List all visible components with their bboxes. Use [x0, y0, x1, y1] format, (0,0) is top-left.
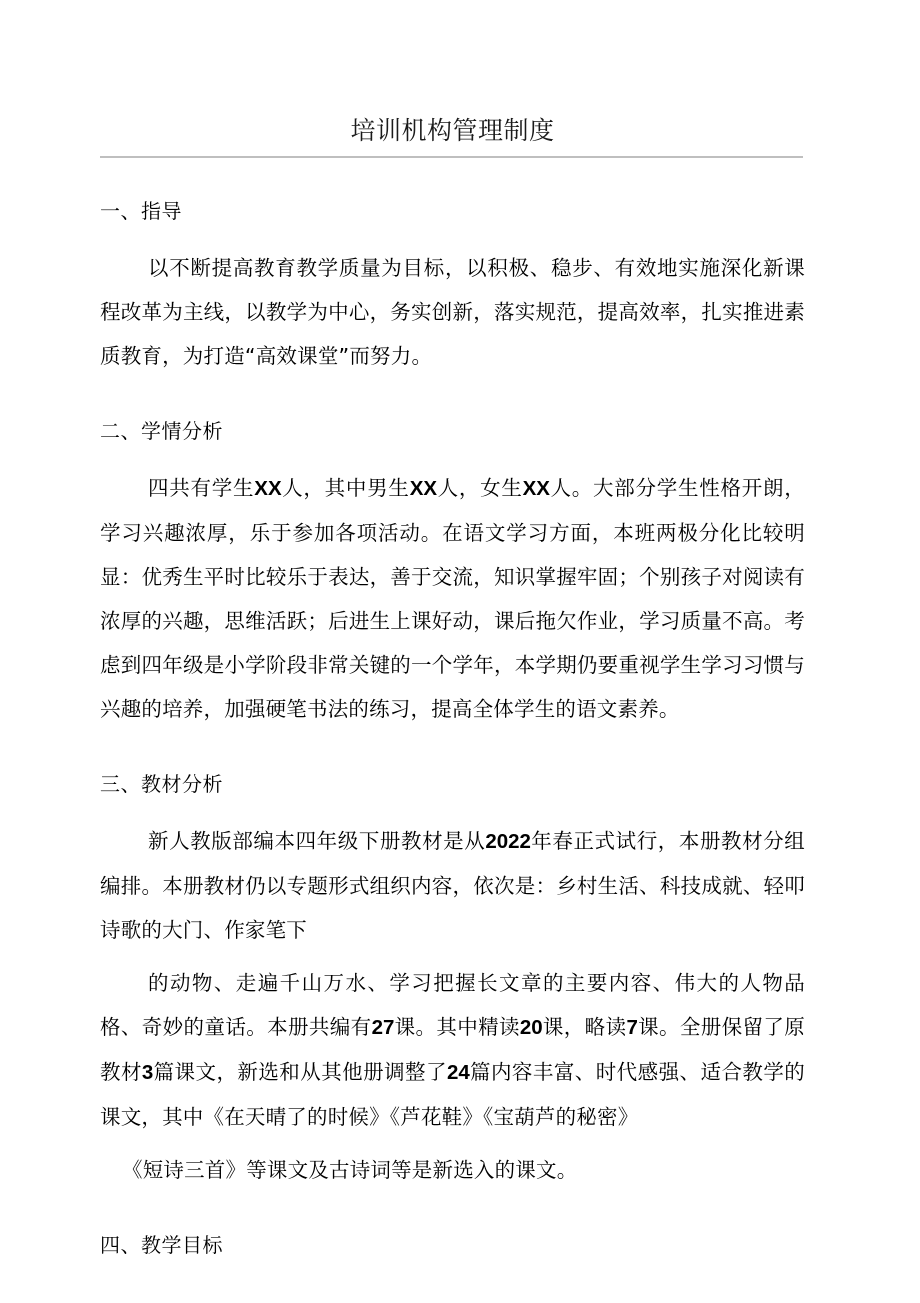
section-heading-2: 二、学情分析: [100, 419, 223, 443]
section-heading-4: 四、教学目标: [100, 1233, 223, 1257]
section-heading-3: 三、教材分析: [100, 772, 223, 796]
section-3-paragraph-3: 《短诗三首》等课文及古诗词等是新选入的课文。: [122, 1158, 578, 1182]
section-1-paragraph-1: 以不断提高教育教学质量为目标，以积极、稳步、有效地实施深化新课程改革为主线，以教学为中心，务实创新，落实规范，提高效率，扎实推进素质教育，为打造“高效课堂”而努力。: [100, 256, 805, 368]
section-3-paragraph-1: 新人教版部编本四年级下册教材是从2022年春正式试行，本册教材分组编排。本册教材仍以专题形式组织内容，依次是：乡村生活、科技成就、轻叩诗歌的大门、作家笔下: [100, 829, 805, 942]
page-title: 培训机构管理制度: [350, 116, 555, 145]
section-heading-1: 一、指导: [100, 199, 182, 223]
section-2-paragraph-1: 四共有学生XX人，其中男生XX人，女生XX人。大部分学生性格开朗，学习兴趣浓厚，乐于参加各项活动。在语文学习方面，本班两极分化比较明显：优秀生平时比较乐于表达，善于交流，知识掌握牢固；个别孩子对阅读有浓厚的兴趣，思维活跃；后进生上课好动，课后拖欠作业，学习质量不高。考虑到四年级是小学阶段非常关键的一个学年，本学期仍要重视学生学习习惯与兴趣的培养，加强硬笔书法的练习，提高全体学生的语文素养。: [100, 476, 805, 721]
document-body: [100, 0, 805, 1267]
section-3-paragraph-2: 的动物、走遍千山万水、学习把握长文章的主要内容、伟大的人物品格、奇妙的童话。本册共编有27课。其中精读20课，略读7课。全册保留了原教材3篇课文，新选和从其他册调整了24篇内容丰富、时代感强、适合教学的课文，其中《在天晴了的时候》《芦花鞋》《宝葫芦的秘密》: [100, 971, 806, 1129]
